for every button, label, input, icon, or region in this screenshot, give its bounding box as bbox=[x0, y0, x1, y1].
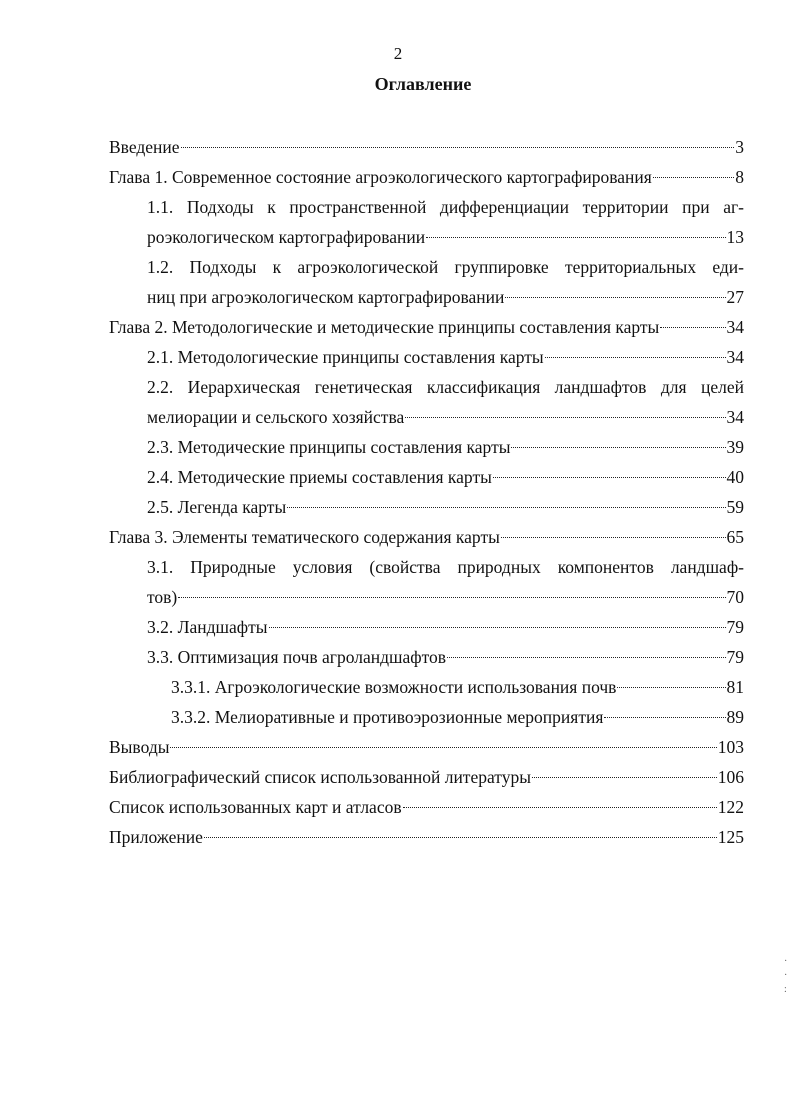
toc-entry-title: 2.3. Методические принципы составления карты bbox=[147, 437, 511, 457]
toc-entry-title: 3.3. Оптимизация почв агроландшафтов bbox=[147, 647, 447, 667]
scan-speck: : bbox=[784, 984, 787, 995]
toc-entry-page: 79 bbox=[726, 617, 744, 637]
dot-leader bbox=[604, 717, 725, 718]
toc-entry-title: Библиографический список использованной литературы bbox=[109, 767, 531, 787]
toc-entry-title: Глава 2. Методологические и методические принципы составления карты bbox=[109, 317, 660, 337]
page-title: Оглавление bbox=[374, 74, 472, 94]
toc-entry bbox=[109, 222, 744, 252]
toc-entry-title: Глава 3. Элементы тематического содержания карты bbox=[109, 527, 500, 547]
toc-entry-title: 3.3.1. Агроэкологические возможности использования почв bbox=[171, 677, 617, 697]
scan-margin-marks bbox=[784, 955, 792, 997]
toc-entry-title: Глава 1. Современное состояние агроэкологического картографирования bbox=[109, 167, 652, 187]
dot-leader bbox=[426, 237, 725, 238]
toc-entry bbox=[109, 372, 744, 402]
toc-entry bbox=[109, 192, 744, 222]
dot-leader bbox=[545, 357, 726, 358]
toc-entry-title: ниц при агроэкологическом картографировании bbox=[147, 287, 505, 307]
toc-entry bbox=[109, 762, 744, 792]
toc-entry-title: 2.4. Методические приемы составления карты bbox=[147, 467, 492, 487]
dot-leader bbox=[287, 507, 725, 508]
toc-entry-title: 3.1. Природные условия (свойства природных компонентов ландшаф- bbox=[147, 557, 744, 577]
dot-leader bbox=[653, 177, 734, 178]
dot-leader bbox=[660, 327, 725, 328]
toc-entry bbox=[109, 342, 744, 372]
toc-entry bbox=[109, 642, 744, 672]
toc-entry-page: 103 bbox=[717, 737, 744, 757]
toc-entry-page: 34 bbox=[726, 317, 744, 337]
toc-entry bbox=[109, 252, 744, 282]
toc-entry bbox=[109, 492, 744, 522]
toc-entry bbox=[109, 312, 744, 342]
toc-entry bbox=[109, 132, 744, 162]
dot-leader bbox=[178, 597, 725, 598]
dot-leader bbox=[181, 147, 735, 148]
toc-entry-title: 2.1. Методологические принципы составления карты bbox=[147, 347, 544, 367]
table-of-contents bbox=[109, 132, 744, 852]
toc-entry-page: 125 bbox=[717, 827, 744, 847]
toc-entry bbox=[109, 612, 744, 642]
toc-entry bbox=[109, 822, 744, 852]
toc-entry bbox=[109, 552, 744, 582]
toc-entry-title: 2.5. Легенда карты bbox=[147, 497, 287, 517]
toc-entry-title: 1.2. Подходы к агроэкологической группировке территориальных еди- bbox=[147, 257, 744, 277]
dot-leader bbox=[617, 687, 725, 688]
toc-entry-page: 8 bbox=[735, 167, 744, 187]
toc-entry-page: 3 bbox=[735, 137, 744, 157]
toc-entry-title: мелиорации и сельского хозяйства bbox=[147, 407, 405, 427]
toc-entry-page: 65 bbox=[726, 527, 744, 547]
toc-entry bbox=[109, 792, 744, 822]
toc-entry-page: 34 bbox=[726, 407, 744, 427]
toc-entry-title: роэкологическом картографировании bbox=[147, 227, 426, 247]
toc-entry-page: 13 bbox=[726, 227, 744, 247]
toc-entry-page: 106 bbox=[717, 767, 744, 787]
toc-entry-title: 1.1. Подходы к пространственной дифференциации территории при аг- bbox=[147, 197, 744, 217]
toc-entry bbox=[109, 432, 744, 462]
toc-entry-title: Введение bbox=[109, 137, 180, 157]
toc-entry-title: тов) bbox=[147, 587, 178, 607]
toc-entry bbox=[109, 582, 744, 612]
scan-speck: · bbox=[784, 956, 788, 967]
dot-leader bbox=[532, 777, 717, 778]
dot-leader bbox=[447, 657, 725, 658]
dot-leader bbox=[170, 747, 716, 748]
toc-entry-page: 81 bbox=[726, 677, 744, 697]
toc-entry-page: 79 bbox=[726, 647, 744, 667]
toc-entry bbox=[109, 462, 744, 492]
toc-entry bbox=[109, 282, 744, 312]
toc-entry bbox=[109, 402, 744, 432]
toc-entry-title: Приложение bbox=[109, 827, 203, 847]
scan-speck: · bbox=[784, 970, 788, 981]
dot-leader bbox=[501, 537, 726, 538]
toc-entry bbox=[109, 702, 744, 732]
toc-entry-title: Список использованных карт и атласов bbox=[109, 797, 402, 817]
toc-entry bbox=[109, 522, 744, 552]
toc-entry-title: 3.2. Ландшафты bbox=[147, 617, 268, 637]
toc-entry bbox=[109, 672, 744, 702]
toc-entry bbox=[109, 732, 744, 762]
dot-leader bbox=[511, 447, 725, 448]
dot-leader bbox=[269, 627, 726, 628]
toc-entry-page: 89 bbox=[726, 707, 744, 727]
toc-entry-page: 34 bbox=[726, 347, 744, 367]
dot-leader bbox=[204, 837, 717, 838]
toc-entry-page: 39 bbox=[726, 437, 744, 457]
dot-leader bbox=[493, 477, 726, 478]
toc-entry-page: 122 bbox=[717, 797, 744, 817]
toc-entry-page: 70 bbox=[726, 587, 744, 607]
toc-entry-page: 27 bbox=[726, 287, 744, 307]
toc-entry-page: 59 bbox=[726, 497, 744, 517]
toc-entry-title: 2.2. Иерархическая генетическая классификация ландшафтов для целей bbox=[147, 377, 744, 397]
dot-leader bbox=[505, 297, 725, 298]
toc-entry bbox=[109, 162, 744, 192]
toc-entry-page: 40 bbox=[726, 467, 744, 487]
dot-leader bbox=[403, 807, 717, 808]
page-number: 2 bbox=[393, 44, 403, 63]
toc-entry-title: 3.3.2. Мелиоративные и противоэрозионные мероприятия bbox=[171, 707, 604, 727]
dot-leader bbox=[405, 417, 725, 418]
toc-entry-title: Выводы bbox=[109, 737, 170, 757]
